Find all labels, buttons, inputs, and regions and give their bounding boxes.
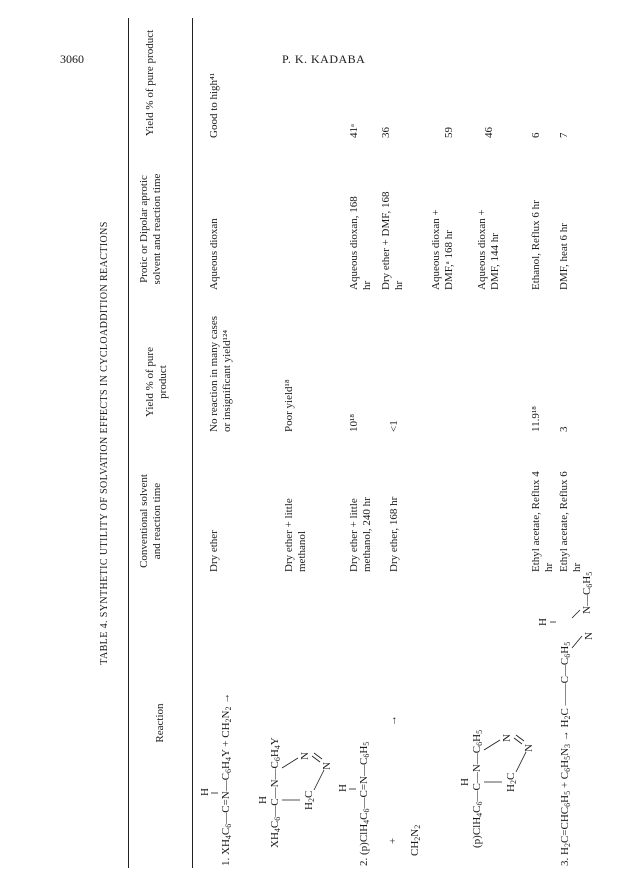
row3-conv-yield-2: 3 [558,426,570,432]
svg-text:H: H [337,784,349,792]
row2-aprotic-yield-4: 46 [483,127,495,138]
svg-text:+: + [387,837,399,844]
svg-text:H: H [199,788,211,796]
svg-text:XH4C6—C—N—C6H4Y: XH4C6—C—N—C6H4Y [269,737,282,848]
row2-conv-solvent-2: Dry ether, 168 hr [388,496,400,572]
row2-aprotic-yield-1: 41ᵃ [348,123,360,138]
row2-aprotic-solvent-3: Aqueous dioxan + DMF,ᵃ 168 hr [430,209,455,290]
col-header-conventional: Conventional solvent and reaction time [138,474,163,568]
col-header-reaction: Reaction [154,703,166,743]
row3-conv-yield-1: 11.9¹⁸ [530,406,542,432]
row3-reaction-equation [516,571,600,866]
row2-conv-yield-2: <1 [388,420,400,432]
table-header-rule [192,18,193,868]
row2-aprotic-yield-3: 59 [443,127,455,138]
row2-aprotic-solvent-1: Aqueous dioxan, 168 hr [348,196,373,290]
svg-text:N: N [321,762,333,770]
row3-aprotic-solvent-1: Ethanol, Reflux 6 hr [530,200,542,290]
svg-text:(p)ClH4C6—C—N—C6H5: (p)ClH4C6—C—N—C6H5 [471,729,484,848]
svg-text:2. (p)ClH4C6—C=N—C6H5: 2. (p)ClH4C6—C=N—C6H5 [358,741,371,866]
row2-aprotic-solvent-2: Dry ether + DMF, 168 hr [380,191,405,290]
row1-conv-yield-2: Poor yield¹⁸ [283,379,295,432]
svg-text:N: N [583,632,595,640]
svg-text:N—C6H5: N—C6H5 [581,571,594,614]
row2-aprotic-yield-2: 36 [380,127,392,138]
row3-aprotic-solvent-2: DMF, heat 6 hr [558,223,570,290]
svg-text:H2C: H2C [303,790,316,810]
row1-conv-solvent-1: Dry ether [208,530,220,572]
row3-conv-solvent-1: Ethyl acetate, Reflux 4 hr [530,471,555,572]
svg-text:3. H2C=CHC6H5 + C6H5N3 → H2C: 3. H2C=CHC6H5 + C6H5N3 → H2C ——C—C6H5 [559,641,572,866]
row1-aprotic-yield: Good to high⁴¹ [208,72,220,138]
table-caption: TABLE 4. SYNTHETIC UTILITY OF SOLVATION EFFECTS IN CYCLOADDITION REACTIONS [99,221,110,665]
svg-text:N: N [501,734,513,742]
col-header-aprotic: Protic or Dipolar aprotic solvent and reaction time [138,173,163,285]
svg-text:→: → [387,715,399,726]
row2-conv-yield-1: 10¹⁸ [348,413,360,432]
svg-text:1. XH4C6—C=N—C6H4Y + CH2N2 →: 1. XH4C6—C=N—C6H4Y + CH2N2 → [220,692,233,866]
col-header-yield-aprotic: Yield % of pure product [144,29,156,137]
running-author: P. K. KADABA [282,52,366,66]
svg-text:N: N [299,752,311,760]
row1-conv-solvent-2: Dry ether + little methanol [283,498,308,572]
rotated-table [98,18,598,868]
row3-conv-solvent-2: Ethyl acetate, Reflux 6 hr [558,471,583,572]
row1-aprotic-solvent: Aqueous dioxan [208,218,220,290]
row2-conv-solvent-1: Dry ether + little methanol, 240 hr [348,497,373,572]
row1-conv-yield-1: No reaction in many cases or insignificant yield¹²⁴ [208,315,233,432]
svg-text:H2C: H2C [505,772,518,792]
row1-reaction-equation [196,576,240,866]
col-header-yield-conv: Yield % of pure product [144,347,169,417]
row2-aprotic-solvent-4: Aqueous dioxan + DMF, 144 hr [476,209,501,290]
row3-aprotic-yield-2: 7 [558,132,570,138]
page-number: 3060 [60,52,84,66]
table-top-rule [128,18,129,868]
svg-text:H: H [459,778,471,786]
svg-text:H: H [257,796,269,804]
svg-text:N: N [523,744,535,752]
svg-text:CH2N2: CH2N2 [409,824,422,856]
row1-product-structure [258,648,342,848]
svg-text:H: H [537,618,549,626]
row3-aprotic-yield-1: 6 [530,132,542,138]
